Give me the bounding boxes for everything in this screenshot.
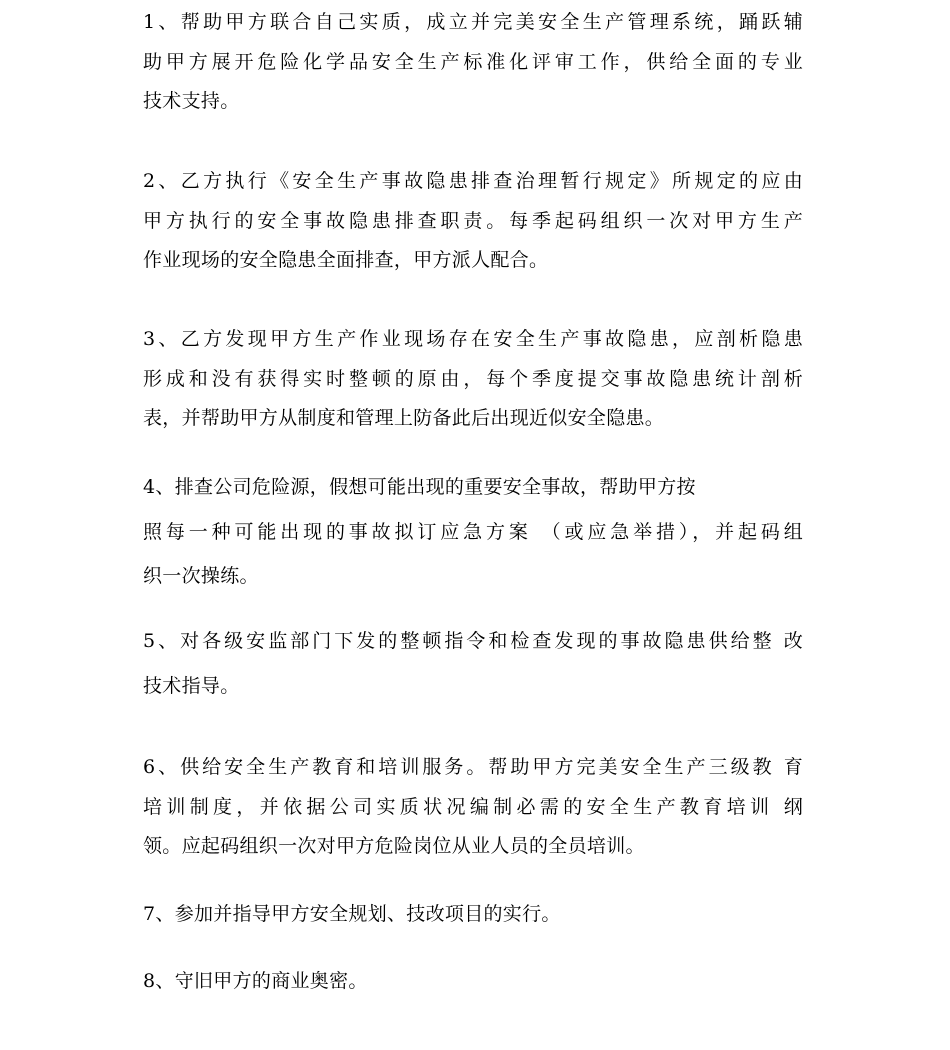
clause-3-line-3: 表，并帮助甲方从制度和管理上防备此后出现近似安全隐患。 <box>143 407 665 429</box>
clause-2 <box>143 162 803 281</box>
clause-3 <box>143 320 803 439</box>
clause-4-line-1: 4、排查公司危险源，假想可能出现的重要安全事故，帮助甲方按 <box>143 476 696 498</box>
clause-5-line-1: 5、对各级安监部门下发的整顿指令和检查发现的事故隐患供给整 改 <box>143 630 803 652</box>
clause-5-line-2: 技术指导。 <box>143 674 240 697</box>
clause-7 <box>143 895 803 935</box>
clause-4-line-2: 照每一种可能出现的事故拟订应急方案 （或应急举措），并起码组 <box>143 520 803 543</box>
clause-8 <box>143 962 803 1002</box>
clause-6 <box>143 748 803 867</box>
clause-3-line-1: 3、乙方发现甲方生产作业现场存在安全生产事故隐患，应剖析隐患 <box>143 328 803 350</box>
clause-2-line-2: 甲方执行的安全事故隐患排查职责。每季起码组织一次对甲方生产 <box>143 209 803 232</box>
clause-6-line-3: 领。应起码组织一次对甲方危险岗位从业人员的全员培训。 <box>143 835 645 857</box>
clause-3-line-2: 形成和没有获得实时整顿的原由，每个季度提交事故隐患统计剖析 <box>143 367 803 390</box>
clause-6-line-1: 6、供给安全生产教育和培训服务。帮助甲方完美安全生产三级教 育 <box>143 756 803 778</box>
clause-7-line-1: 7、参加并指导甲方安全规划、技改项目的实行。 <box>143 903 561 925</box>
clause-8-line-1: 8、守旧甲方的商业奥密。 <box>143 970 368 992</box>
clause-5 <box>143 619 803 708</box>
clause-2-line-1: 2、乙方执行《安全生产事故隐患排查治理暂行规定》所规定的应由 <box>143 170 803 192</box>
clause-1 <box>143 3 803 122</box>
clause-1-line-1: 1、帮助甲方联合自己实质，成立并完美安全生产管理系统，踊跃辅 <box>143 11 803 33</box>
clause-4-line-3: 织一次操练。 <box>143 565 259 587</box>
clause-2-line-3: 作业现场的安全隐患全面排查，甲方派人配合。 <box>143 249 549 271</box>
clause-1-line-3: 技术支持。 <box>143 90 240 112</box>
clause-1-line-2: 助甲方展开危险化学品安全生产标准化评审工作，供给全面的专业 <box>143 50 803 73</box>
clause-6-line-2: 培训制度，并依据公司实质状况编制必需的安全生产教育培训 纲 <box>143 795 803 818</box>
clause-4 <box>143 465 803 599</box>
